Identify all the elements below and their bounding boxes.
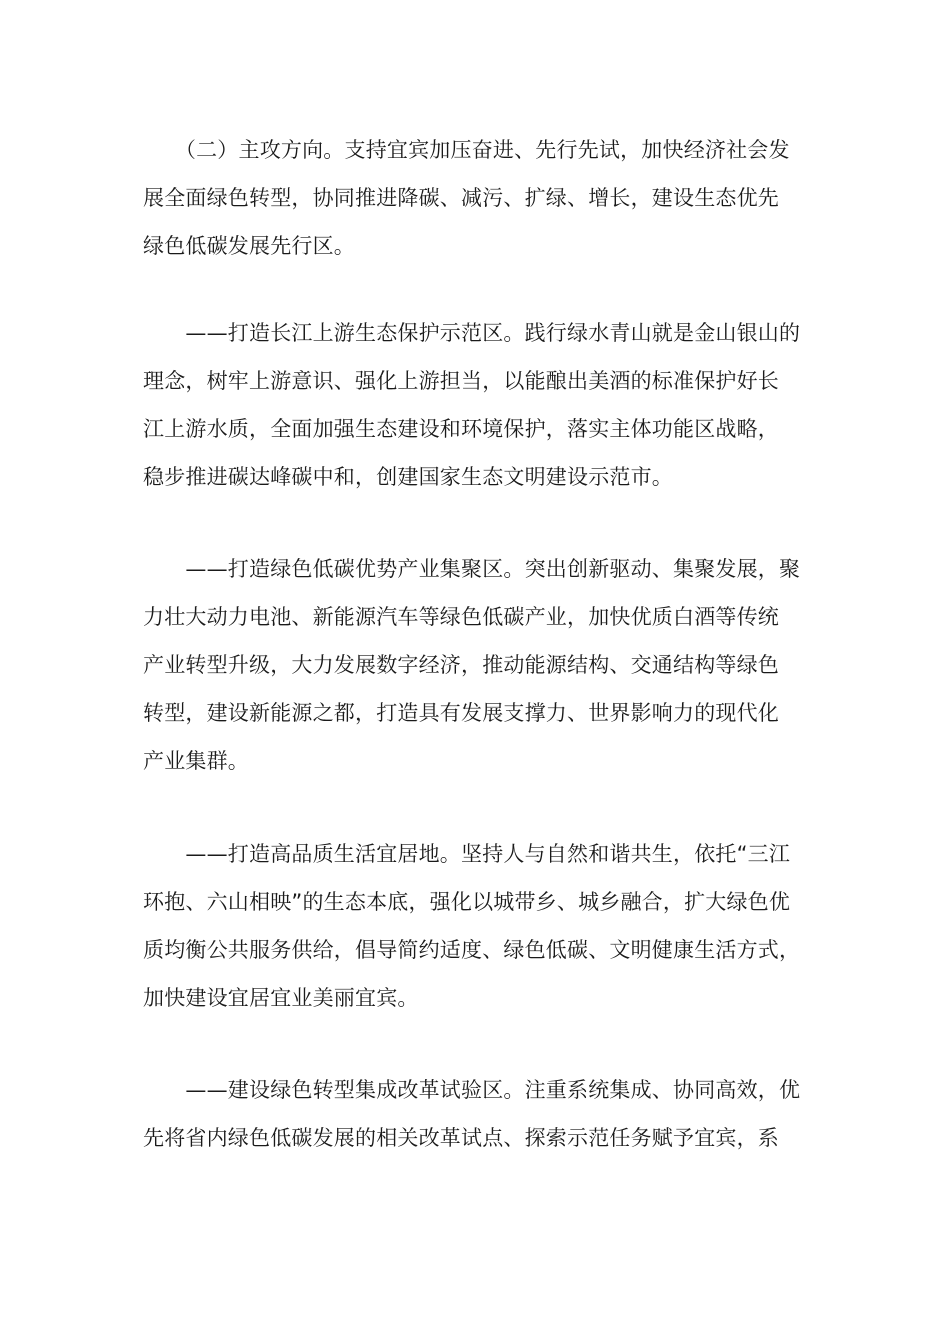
text-line: 绿色低碳发展先行区。: [143, 234, 355, 258]
text-line: 展全面绿色转型，协同推进降碳、减污、扩绿、增长，建设生态优先: [143, 186, 779, 210]
text-line: ——打造长江上游生态保护示范区。践行绿水青山就是金山银山的: [143, 321, 801, 345]
text-line: 理念，树牢上游意识、强化上游担当，以能酿出美酒的标准保护好长: [143, 369, 779, 393]
text-line: ——建设绿色转型集成改革试验区。注重系统集成、协同高效，优: [143, 1078, 801, 1102]
paragraph-industry-cluster: [143, 545, 809, 785]
text-line: 产业转型升级，大力发展数字经济，推动能源结构、交通结构等绿色: [143, 653, 779, 677]
text-line: 转型，建设新能源之都，打造具有发展支撑力、世界影响力的现代化: [143, 701, 779, 725]
text-line: 加快建设宜居宜业美丽宜宾。: [143, 986, 419, 1010]
text-line: 江上游水质，全面加强生态建设和环境保护，落实主体功能区战略，: [143, 417, 779, 441]
text-line: 质均衡公共服务供给，倡导简约适度、绿色低碳、文明健康生活方式，: [143, 938, 801, 962]
text-line: 环抱、六山相映”的生态本底，强化以城带乡、城乡融合，扩大绿色优: [143, 890, 791, 914]
text-line: 先将省内绿色低碳发展的相关改革试点、探索示范任务赋予宜宾，系: [143, 1126, 779, 1150]
text-line: （二）主攻方向。支持宜宾加压奋进、先行先试，加快经济社会发: [143, 138, 790, 162]
paragraph-livable-city: [143, 830, 809, 1022]
text-line: ——打造高品质生活宜居地。坚持人与自然和谐共生，依托“三江: [143, 842, 791, 866]
paragraph-ecological-protection: [143, 309, 809, 501]
text-line: ——打造绿色低碳优势产业集聚区。突出创新驱动、集聚发展，聚: [143, 557, 801, 581]
text-line: 稳步推进碳达峰碳中和，创建国家生态文明建设示范市。: [143, 465, 673, 489]
text-line: 力壮大动力电池、新能源汽车等绿色低碳产业，加快优质白酒等传统: [143, 605, 779, 629]
paragraph-main-direction: [143, 126, 809, 270]
text-line: 产业集群。: [143, 749, 249, 773]
paragraph-reform-pilot: [143, 1066, 809, 1162]
